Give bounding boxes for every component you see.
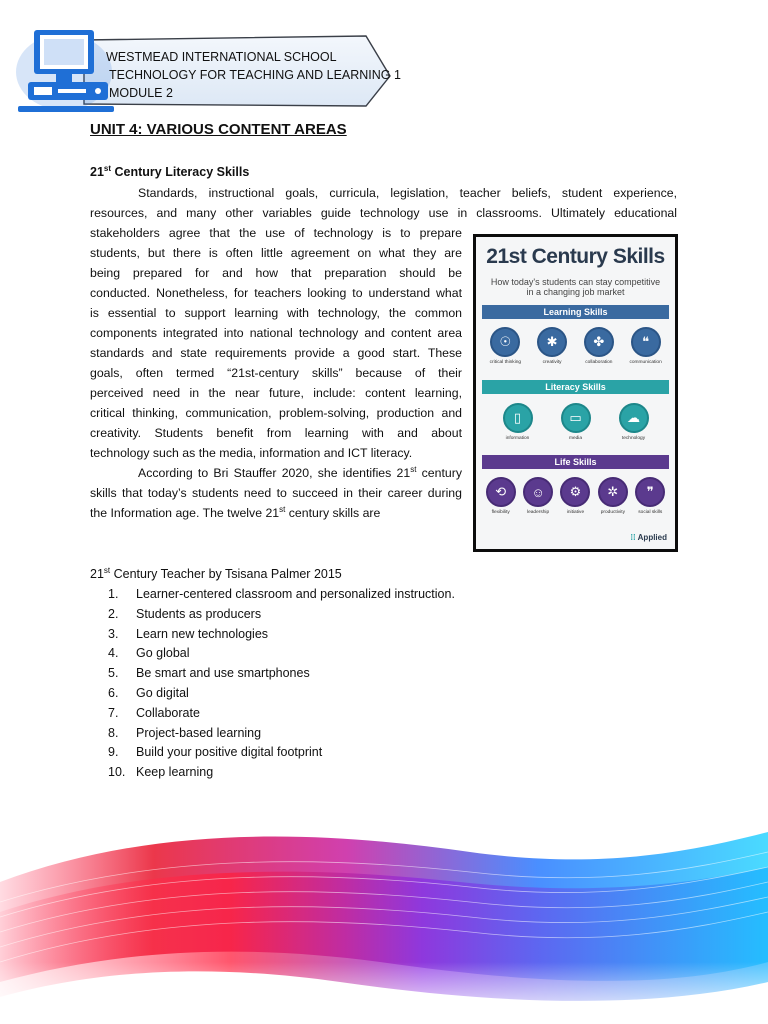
skill-technology: ☁ technology bbox=[614, 403, 654, 441]
lightbulb-icon: ✱ bbox=[537, 327, 567, 357]
intro-paragraph bbox=[90, 183, 677, 223]
paragraph-line: perceived need in the near future, include: content learning, bbox=[90, 386, 462, 400]
cloud-icon: ☁ bbox=[619, 403, 649, 433]
list-item: 6. Go digital bbox=[108, 685, 189, 700]
list-item: 3. Learn new technologies bbox=[108, 626, 269, 641]
skill-social-skills: ❞ social skills bbox=[633, 477, 667, 515]
skill-creativity: ✱ creativity bbox=[532, 327, 572, 365]
infographic-title: 21st Century Skills bbox=[486, 245, 665, 268]
module-name: MODULE 2 bbox=[109, 86, 173, 100]
infographic-subtitle: How today's students can stay competitive in a changing job market bbox=[490, 277, 661, 297]
list-item: 10. Keep learning bbox=[108, 765, 214, 780]
paragraph-line: the Information age. The twelve 21st century skills are bbox=[90, 504, 381, 520]
paragraph-line: technology such as the media, information and ICT literacy. bbox=[90, 446, 413, 460]
skill-leadership: ☺ leadership bbox=[521, 477, 555, 515]
decorative-waves bbox=[0, 812, 768, 1024]
skill-initiative: ⚙ initiative bbox=[558, 477, 592, 515]
teacher-heading: 21st Century Teacher by Tsisana Palmer 2015 bbox=[90, 566, 342, 582]
flexibility-icon: ⟲ bbox=[486, 477, 516, 507]
unit-title: UNIT 4: VARIOUS CONTENT AREAS bbox=[90, 121, 347, 138]
list-item: 5. Be smart and use smartphones bbox=[108, 666, 310, 681]
life-skills-row bbox=[482, 477, 669, 515]
school-name: WESTMEAD INTERNATIONAL SCHOOL bbox=[106, 50, 337, 64]
section-title: 21st Century Literacy Skills bbox=[90, 164, 250, 180]
list-item: 7. Collaborate bbox=[108, 705, 200, 720]
skill-collaboration: ✤ collaboration bbox=[579, 327, 619, 365]
puzzle-icon: ✤ bbox=[584, 327, 614, 357]
applied-logo: ⁞⁞ Applied bbox=[630, 533, 667, 542]
people-icon: ☺ bbox=[523, 477, 553, 507]
body-paragraph bbox=[90, 223, 462, 523]
chat-icon: ▭ bbox=[561, 403, 591, 433]
list-item: 9. Build your positive digital footprint bbox=[108, 745, 323, 760]
list-item: 4. Go global bbox=[108, 646, 190, 661]
literacy-skills-row bbox=[482, 403, 669, 441]
paragraph-line: Standards, instructional goals, curricula, legislation, teacher beliefs, student experience, bbox=[138, 186, 677, 200]
paragraph-line: creativity. Students benefit from learning with and about bbox=[90, 426, 462, 440]
skill-productivity: ✲ productivity bbox=[596, 477, 630, 515]
learning-skills-row bbox=[482, 327, 669, 365]
paragraph-line: goals, often termed “21st-century skills” because of their bbox=[90, 366, 462, 380]
teacher-list bbox=[108, 585, 455, 783]
list-item: 1. Learner-centered classroom and personalized instruction. bbox=[108, 587, 455, 601]
paragraph-line: conducted. Nonetheless, for teachers looking to understand what bbox=[90, 286, 462, 300]
gears-icon: ✲ bbox=[598, 477, 628, 507]
paragraph-line: resources, and many other variables guide technology use in classrooms. Ultimately educational bbox=[90, 206, 677, 220]
skill-communication: ❝ communication bbox=[626, 327, 666, 365]
course-name: TECHNOLOGY FOR TEACHING AND LEARNING 1 bbox=[109, 68, 401, 82]
paragraph-line: critical thinking, communication, problem-solving, production and bbox=[90, 406, 462, 420]
header-banner bbox=[14, 18, 401, 114]
life-skills-bar: Life Skills bbox=[482, 455, 669, 469]
list-item: 8. Project-based learning bbox=[108, 725, 262, 740]
literacy-skills-bar: Literacy Skills bbox=[482, 380, 669, 394]
skill-information: ▯ information bbox=[498, 403, 538, 441]
paragraph-line: skills that today’s students need to succeed in their career during bbox=[90, 486, 462, 500]
learning-skills-bar: Learning Skills bbox=[482, 305, 669, 319]
brain-icon: ☉ bbox=[490, 327, 520, 357]
skill-critical-thinking: ☉ critical thinking bbox=[485, 327, 525, 365]
skills-infographic bbox=[473, 234, 678, 552]
bubbles-icon: ❞ bbox=[635, 477, 665, 507]
paragraph-line: According to Bri Stauffer 2020, she identifies 21st century bbox=[138, 464, 462, 480]
paragraph-line: standards and state requirements provide a good start. These bbox=[90, 346, 462, 360]
paragraph-line: being prepared for and how that preparation should be bbox=[90, 266, 462, 280]
speech-icon: ❝ bbox=[631, 327, 661, 357]
paragraph-line: components integrated into national technology and content area bbox=[90, 326, 462, 340]
paragraph-line: is essential to support learning with technology, the common bbox=[90, 306, 462, 320]
paragraph-line: stakeholders agree that the use of technology is to prepare bbox=[90, 226, 462, 240]
computer-icon bbox=[14, 24, 118, 114]
paragraph-line: students, but there is often little agreement on what they are bbox=[90, 246, 462, 260]
skill-flexibility: ⟲ flexibility bbox=[484, 477, 518, 515]
list-item: 2. Students as producers bbox=[108, 606, 262, 621]
head-icon: ⚙ bbox=[560, 477, 590, 507]
skill-media: ▭ media bbox=[556, 403, 596, 441]
tablet-icon: ▯ bbox=[503, 403, 533, 433]
